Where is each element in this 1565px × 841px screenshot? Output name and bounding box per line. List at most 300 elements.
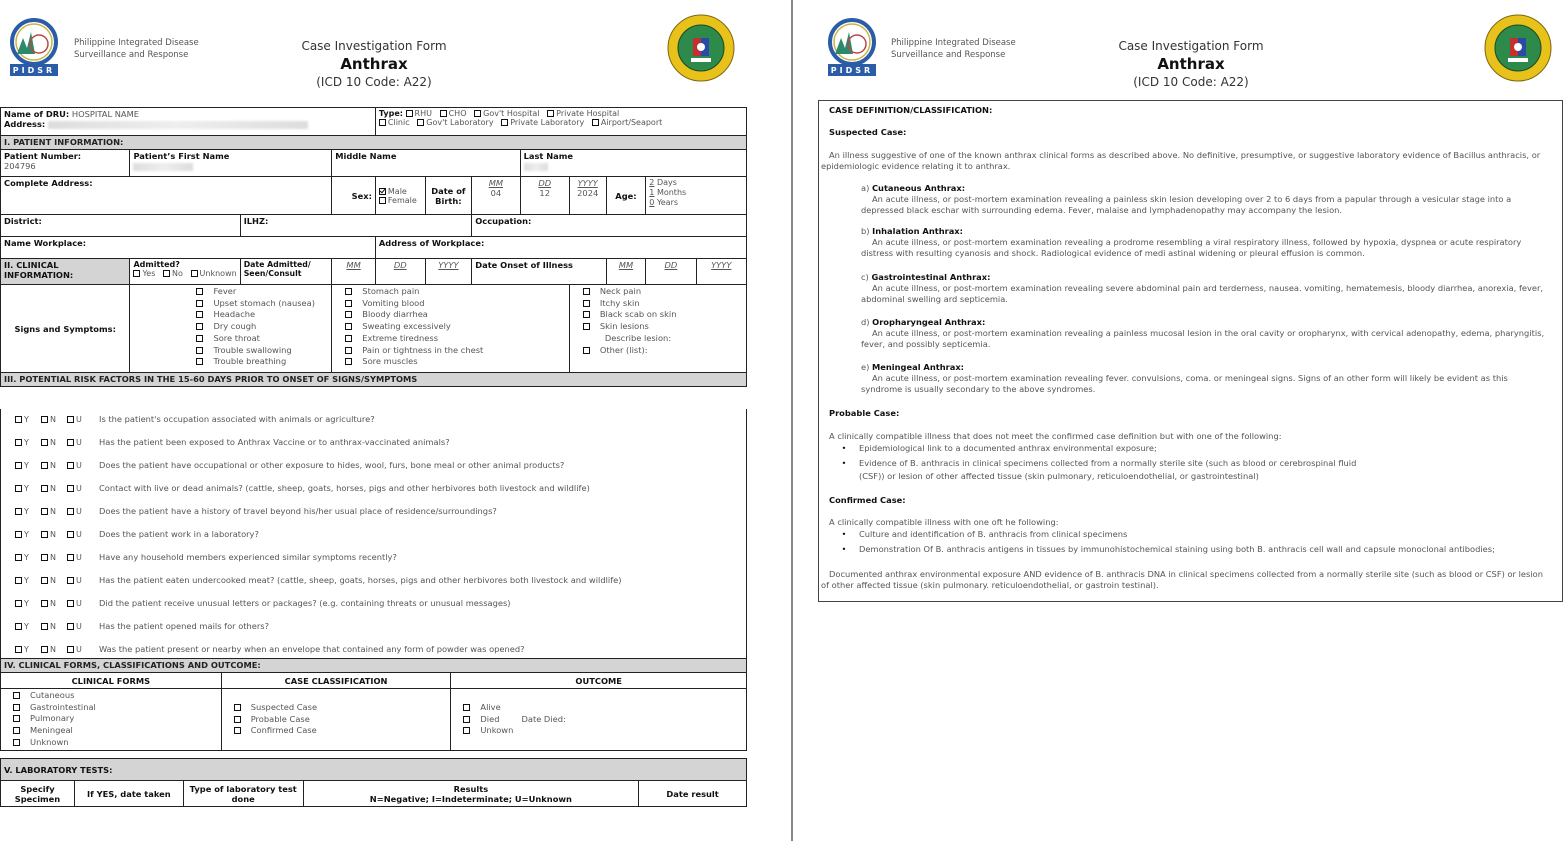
form-title: Case Investigation Form (301, 39, 447, 53)
title-block (254, 38, 494, 90)
checkbox-icon[interactable] (41, 623, 48, 630)
admitted-label: Admitted? (133, 260, 180, 269)
type-rhu[interactable]: RHU (406, 109, 432, 118)
type-govt-hospital[interactable]: Gov't Hospital (474, 109, 539, 118)
patient-number-cell[interactable] (1, 150, 130, 177)
dob-mm-value: 04 (490, 188, 502, 198)
case-classification-header: CASE CLASSIFICATION (221, 673, 451, 689)
checkbox-icon[interactable] (547, 110, 554, 117)
checkbox-icon[interactable] (15, 646, 22, 653)
symptom-option[interactable] (196, 356, 328, 368)
suspected-case-title: Suspected Case: (829, 127, 907, 137)
symptom-option[interactable] (345, 345, 566, 357)
risk-option-y[interactable]: Y (15, 576, 41, 585)
risk-option-u[interactable]: U (67, 622, 93, 631)
checkbox-icon[interactable] (67, 485, 74, 492)
signs-symptoms-label: Signs and Symptoms: (1, 285, 130, 373)
lab-tests-table (0, 758, 747, 807)
symptom-option[interactable] (196, 309, 328, 321)
dru-address-redacted (48, 121, 308, 129)
last-name-cell[interactable] (520, 150, 746, 177)
outcome-header: OUTCOME (451, 673, 747, 689)
checkbox-icon[interactable] (196, 335, 203, 342)
checkbox-icon[interactable] (67, 577, 74, 584)
checkbox-icon[interactable] (196, 288, 203, 295)
symptom-option-label: Dry cough (213, 321, 257, 332)
risk-option-n[interactable]: N (41, 530, 67, 539)
risk-option-y[interactable]: Y (15, 507, 41, 516)
dob-yyyy-cell[interactable]: YYYY 2024 (569, 177, 606, 215)
clinical-form-option[interactable] (13, 737, 218, 749)
outcome-alive[interactable]: Alive (463, 702, 743, 714)
doh-seal (1484, 14, 1552, 82)
checkbox-icon[interactable] (41, 554, 48, 561)
col-results: Results N=Negative; I=Indeterminate; U=Unknown (303, 781, 638, 807)
checkbox-icon[interactable] (13, 715, 20, 722)
symptom-option-label: Trouble swallowing (213, 344, 292, 355)
checkbox-icon[interactable] (67, 439, 74, 446)
org-name-line2: Surveillance and Response (74, 50, 189, 60)
checkbox-icon[interactable] (463, 727, 470, 734)
risk-question: Was the patient present or nearby when an envelope that contained any form of powder was opened? (99, 644, 525, 654)
probable-case-intro: A clinically compatible illness that does not meet the confirmed case definition but with one of the following: (829, 431, 1282, 441)
middle-name-label: Middle Name (335, 151, 397, 161)
risk-option-u[interactable]: U (67, 599, 93, 608)
checkbox-icon[interactable] (345, 323, 352, 330)
risk-question: Does the patient work in a laboratory? (99, 529, 259, 539)
form-definition-heading: c) Gastrointestinal Anthrax: (861, 272, 991, 282)
first-name-redacted (133, 163, 193, 171)
symptom-option-label: Black scab on skin (599, 309, 677, 320)
suspected-case-text: An illness suggestive of one of the known anthrax clinical forms as described above. No definitive, presumptive, or suggestive laboratory evidence of Bacillus anthracis, or epidemiologic evidence relating it to anthrax. (821, 150, 1541, 171)
clinical-form-option[interactable] (13, 713, 218, 725)
symptom-option-label: Sweating excessively (362, 321, 451, 332)
symptom-other[interactable]: Other (list): (573, 345, 743, 357)
checkbox-icon[interactable] (67, 646, 74, 653)
checkbox-icon[interactable] (345, 311, 352, 318)
outcome-unknown[interactable]: Unkown (463, 725, 743, 737)
case-definition-title: CASE DEFINITION/CLASSIFICATION: (829, 105, 993, 115)
checkbox-icon[interactable] (191, 270, 198, 277)
onset-mm-field[interactable]: MM (606, 259, 646, 285)
symptom-option-label: Trouble breathing (213, 356, 287, 367)
risk-option-y[interactable]: Y (15, 461, 41, 470)
checkbox-icon[interactable] (41, 439, 48, 446)
admit-yyyy-field[interactable]: YYYY (425, 259, 472, 285)
clinical-form-option-label: Unknown (30, 736, 69, 747)
date-died-label: Date Died: (521, 713, 566, 724)
checkbox-icon[interactable] (15, 439, 22, 446)
checkbox-icon[interactable] (196, 358, 203, 365)
symptom-option[interactable] (345, 309, 566, 321)
outcome-table (0, 658, 747, 751)
checkbox-icon[interactable] (345, 347, 352, 354)
risk-question: Did the patient receive unusual letters or packages? (e.g. containing threats or unusual messages) (99, 598, 511, 608)
form-definition-heading: a) Cutaneous Anthrax: (861, 183, 966, 193)
symptom-option[interactable] (196, 286, 328, 298)
case-definition-box (818, 100, 1563, 602)
risk-option-n[interactable]: N (41, 461, 67, 470)
page-divider (791, 0, 793, 841)
symptom-option-label: Headache (213, 309, 256, 320)
symptom-option-label: Skin lesions (599, 321, 649, 332)
icd-code: (ICD 10 Code: A22) (316, 75, 432, 89)
icd-code: (ICD 10 Code: A22) (1133, 75, 1249, 89)
dob-mm-cell[interactable]: MM 04 (472, 177, 520, 215)
symptom-option[interactable] (345, 321, 566, 333)
case-class-option-label: Confirmed Case (250, 725, 317, 736)
case-class-cell (221, 689, 451, 751)
risk-question: Have any household members experienced similar symptoms recently? (99, 552, 397, 562)
admitted-yes[interactable]: Yes (133, 269, 155, 278)
probable-bullet: • Evidence of B. anthracis in clinical specimens collected from a normally sterile site (such as blood or cerebrospinal fluid (841, 458, 1357, 468)
dob-dd-value: 12 (539, 188, 550, 198)
patient-number-label: Patient Number: (4, 151, 82, 161)
risk-option-n[interactable]: N (41, 576, 67, 585)
checkbox-icon[interactable] (474, 110, 481, 117)
risk-factor-row (15, 414, 375, 424)
risk-question: Is the patient's occupation associated with animals or agriculture? (99, 414, 375, 424)
risk-question: Does the patient have a history of travel beyond his/her usual place of residence/surroundings? (99, 506, 497, 516)
svg-text:PIDSR: PIDSR (12, 66, 56, 75)
risk-option-u[interactable]: U (67, 507, 93, 516)
disease-title: Anthrax (1157, 55, 1225, 73)
col-specimen: Specify Specimen (1, 781, 75, 807)
checkbox-icon[interactable] (196, 311, 203, 318)
section-clinical-info: II. CLINICAL INFORMATION: (1, 259, 130, 285)
checkbox-icon[interactable] (583, 311, 590, 318)
case-class-option-label: Probable Case (250, 713, 310, 724)
risk-option-u[interactable]: U (67, 484, 93, 493)
checkbox-icon[interactable] (41, 646, 48, 653)
col-test-type: Type of laboratory test done (183, 781, 303, 807)
checkbox-icon[interactable] (163, 270, 170, 277)
form-definition-heading: d) Oropharyngeal Anthrax: (861, 317, 986, 327)
checkbox-icon[interactable] (196, 347, 203, 354)
case-class-option[interactable] (234, 714, 448, 726)
form-definition-text: An acute illness, or post-mortem examination revealing fever. convulsions, coma. or meningeal signs. Signs of an other form will likely be evident as this syndrome is usually secondary to the above syndromes. (861, 373, 1508, 394)
checkbox-icon[interactable] (15, 577, 22, 584)
risk-factor-row (15, 506, 497, 516)
dru-type-cell (375, 108, 746, 136)
form-definition-text: An acute illness, or post-mortem examination revealing a painless skin lesion developing over 2 to 6 days from a papular through a vesicular stage into a depressed black eschar with surrounding edema. Fever, malaise and lymphadenopathy may accompany the lesion. (861, 194, 1512, 215)
case-class-option[interactable] (234, 702, 448, 714)
checkbox-icon[interactable] (345, 335, 352, 342)
admitted-no[interactable]: No (163, 269, 183, 278)
results-legend: N=Negative; I=Indeterminate; U=Unknown (369, 793, 572, 804)
risk-option-u[interactable]: U (67, 461, 93, 470)
confirmed-bullet: • Culture and identification of B. anthracis from clinical specimens (841, 529, 1128, 539)
admit-dd-field[interactable]: DD (375, 259, 425, 285)
checkbox-icon[interactable] (15, 554, 22, 561)
svg-text:PIDSR: PIDSR (830, 66, 874, 75)
risk-option-u[interactable]: U (67, 645, 93, 654)
clinical-form-option-label: Pulmonary (30, 713, 75, 724)
symptom-option[interactable] (345, 356, 566, 368)
checkbox-icon[interactable] (15, 600, 22, 607)
form-definition-text: An acute illness, or post-mortem examination revealing a painless mucosal lesion in the oral cavity or oropharynx, with cervical adenopathy, edema, pharyngitis, fever, and possibly septicemia. (861, 328, 1545, 349)
symptom-option[interactable] (583, 321, 743, 333)
checkbox-icon[interactable] (41, 462, 48, 469)
org-name (74, 37, 199, 61)
symptom-option-label: Stomach pain (362, 286, 420, 296)
checkbox-icon[interactable] (67, 554, 74, 561)
symptom-option[interactable] (345, 286, 566, 298)
checkbox-icon[interactable] (15, 531, 22, 538)
complete-address-field[interactable]: Complete Address: (1, 177, 332, 215)
checkbox-icon[interactable] (417, 119, 424, 126)
checkbox-icon[interactable] (67, 531, 74, 538)
checkbox-icon[interactable] (345, 358, 352, 365)
disease-title: Anthrax (340, 55, 408, 73)
risk-option-n[interactable]: N (41, 438, 67, 447)
type-cho[interactable]: CHO (440, 109, 467, 118)
risk-question: Has the patient been exposed to Anthrax Vaccine or to anthrax-vaccinated animals? (99, 437, 450, 447)
form-title: Case Investigation Form (1118, 39, 1264, 53)
risk-factor-row (15, 575, 621, 585)
checkbox-icon[interactable] (379, 119, 386, 126)
section-patient-info: I. PATIENT INFORMATION: (1, 136, 747, 150)
risk-option-n[interactable]: N (41, 507, 67, 516)
checkbox-icon[interactable] (41, 531, 48, 538)
symptom-option[interactable] (196, 298, 328, 310)
symptom-option-label: Vomiting blood (362, 297, 425, 308)
risk-option-u[interactable]: U (67, 530, 93, 539)
risk-option-n[interactable]: N (41, 645, 67, 654)
checkbox-icon[interactable] (13, 739, 20, 746)
type-airport[interactable]: Airport/Seaport (592, 118, 662, 127)
type-private-hospital[interactable]: Private Hospital (547, 109, 619, 118)
checkbox-icon[interactable] (67, 416, 74, 423)
clinical-form-option[interactable] (13, 690, 218, 702)
risk-option-y[interactable]: Y (15, 645, 41, 654)
checkbox-icon[interactable] (196, 323, 203, 330)
risk-option-n[interactable]: N (41, 415, 67, 424)
checkbox-icon[interactable] (463, 704, 470, 711)
district-field[interactable]: District: (1, 215, 241, 237)
symptom-option-label: Upset stomach (nausea) (213, 297, 315, 308)
case-form-table (0, 107, 747, 387)
sex-male-option[interactable]: Male (379, 187, 422, 196)
risk-factor-row (15, 483, 590, 493)
onset-yyyy-field[interactable]: YYYY (696, 259, 747, 285)
checkbox-icon[interactable] (67, 600, 74, 607)
checkbox-icon[interactable] (67, 623, 74, 630)
symptom-option[interactable] (583, 309, 743, 321)
confirmed-bullet: • Demonstration Of B. anthracis antigens in tissues by immunohistochemical staining using both B. anthracis cell wall and capsule monoclonal antibodies; (841, 544, 1495, 554)
form-definition-text: An acute illness, or post-mortem examination revealing severe abdominal pain ard terderness, nausea. vomiting, hematemesis, bloody diarrhea, anorexia, fever, abdominal swelling ard septicemia. (861, 283, 1544, 304)
checkbox-icon[interactable] (41, 600, 48, 607)
checkbox-icon[interactable] (345, 300, 352, 307)
symptom-option-label: Extreme tiredness (362, 332, 439, 343)
symptom-option-label: Fever (213, 286, 237, 296)
patient-number-value: 204796 (4, 161, 36, 171)
symptoms-col-3 (569, 285, 746, 373)
risk-factor-row (15, 552, 397, 562)
type-govt-lab[interactable]: Gov't Laboratory (417, 118, 493, 127)
checkbox-icon[interactable] (196, 300, 203, 307)
risk-option-u[interactable]: U (67, 553, 93, 562)
symptom-option-label: Sore throat (213, 332, 260, 343)
risk-option-y[interactable]: Y (15, 438, 41, 447)
dob-label: Date of Birth: (425, 177, 472, 215)
checkbox-icon[interactable] (592, 119, 599, 126)
clinical-form-option[interactable] (13, 725, 218, 737)
risk-option-u[interactable]: U (67, 576, 93, 585)
describe-lesion-label: Describe lesion: (604, 332, 672, 343)
form-definition-heading: e) Meningeal Anthrax: (861, 362, 964, 372)
clinical-forms-cell (1, 689, 222, 751)
section-lab-tests: V. LABORATORY TESTS: (1, 759, 747, 781)
checkbox-icon[interactable] (41, 485, 48, 492)
dru-name-label: Name of DRU: (4, 109, 70, 119)
org-name: Philippine Integrated Disease Surveillance and Response (891, 38, 1016, 60)
dob-dd-cell[interactable]: DD 12 (520, 177, 569, 215)
checkbox-icon[interactable] (15, 462, 22, 469)
clinical-forms-header: CLINICAL FORMS (1, 673, 222, 689)
dru-type-label: Type: (378, 109, 403, 118)
risk-factor-row (15, 460, 564, 470)
dru-name-value[interactable]: HOSPITAL NAME (71, 109, 140, 119)
symptom-option[interactable] (196, 345, 328, 357)
symptom-option[interactable] (583, 298, 743, 310)
clinical-form-option-label: Gastrointestinal (30, 701, 96, 712)
probable-bullet-continuation: (CSF)) or lesion of other affected tissue (skin pulmonary, reticuloendothelial, or gastrointestinal) (859, 471, 1259, 481)
col-date-result: Date result (639, 781, 747, 807)
symptom-option-label: Itchy skin (599, 297, 640, 308)
risk-option-u[interactable]: U (67, 438, 93, 447)
first-name-label: Patient’s First Name (133, 151, 230, 161)
ilhz-field[interactable]: ILHZ: (240, 215, 472, 237)
symptom-option-label: Pain or tightness in the chest (362, 344, 484, 355)
checkbox-icon[interactable] (13, 704, 20, 711)
last-name-label: Last Name (523, 151, 574, 161)
checkbox-icon[interactable] (15, 485, 22, 492)
case-class-option[interactable] (234, 725, 448, 737)
risk-option-n[interactable]: N (41, 484, 67, 493)
checkbox-icon[interactable] (234, 716, 241, 723)
risk-option-y[interactable]: Y (15, 553, 41, 562)
dru-address-label: Address: (4, 119, 46, 129)
clinical-form-option-label: Meningeal (30, 725, 73, 736)
checkbox-icon[interactable] (583, 323, 590, 330)
org-name-line1: Philippine Integrated Disease (74, 38, 199, 48)
section-risk-factors: III. POTENTIAL RISK FACTORS IN THE 15-60 DAYS PRIOR TO ONSET OF SIGNS/SYMPTOMS (1, 373, 747, 387)
checkbox-icon[interactable] (583, 300, 590, 307)
workplace-field[interactable]: Name Workplace: (1, 237, 376, 259)
clinical-form-option-label: Cutaneous (30, 690, 75, 700)
checkbox-icon[interactable] (13, 727, 20, 734)
risk-option-y[interactable]: Y (15, 530, 41, 539)
risk-question: Has the patient opened mails for others? (99, 621, 270, 631)
checkbox-icon[interactable] (41, 508, 48, 515)
middle-name-cell[interactable] (332, 150, 520, 177)
admitted-cell (130, 259, 240, 285)
outcome-cell (451, 689, 747, 751)
case-class-option-label: Suspected Case (250, 701, 318, 712)
last-name-redacted (524, 163, 548, 171)
risk-factor-row (15, 529, 259, 539)
probable-bullet: • Epidemiological link to a documented anthrax environmental exposure; (841, 443, 1157, 453)
col-date-taken: If YES, date taken (74, 781, 183, 807)
checkbox-icon[interactable] (406, 110, 413, 117)
checkbox-icon[interactable] (133, 270, 140, 277)
risk-factor-row (15, 437, 450, 447)
checkbox-icon[interactable] (41, 577, 48, 584)
workplace-address-field[interactable]: Address of Workplace: (375, 237, 746, 259)
risk-option-n[interactable]: N (41, 622, 67, 631)
symptom-option[interactable] (345, 333, 566, 345)
checkbox-icon[interactable] (15, 416, 22, 423)
checkbox-icon[interactable] (67, 462, 74, 469)
risk-factor-row (15, 598, 511, 608)
symptoms-col-2 (332, 285, 570, 373)
risk-option-y[interactable]: Y (15, 622, 41, 631)
checkbox-icon[interactable] (463, 716, 470, 723)
risk-option-y[interactable]: Y (15, 415, 41, 424)
confirmed-case-footer: Documented anthrax environmental exposure AND evidence of B. anthracis DNA in clinical specimens collected from a normally sterile site (such as blood or CSF) or lesion of other affected tissue (skin pulmonary. reticuloendothelial, or gastroin testinal). (821, 569, 1543, 590)
symptom-option[interactable] (345, 298, 566, 310)
checkbox-icon[interactable] (345, 288, 352, 295)
checkbox-icon[interactable] (41, 416, 48, 423)
admit-mm-field[interactable]: MM (332, 259, 376, 285)
symptom-option[interactable] (196, 333, 328, 345)
date-admitted-label: Date Admitted/ Seen/Consult (240, 259, 332, 285)
symptom-option-label: Neck pain (599, 286, 642, 296)
risk-question: Does the patient have occupational or other exposure to hides, wool, furs, bone meal or other animal products? (99, 460, 565, 470)
checkbox-icon[interactable] (234, 704, 241, 711)
checkbox-icon[interactable] (501, 119, 508, 126)
type-clinic[interactable]: Clinic (379, 118, 410, 127)
checkbox-icon[interactable] (583, 347, 590, 354)
doh-seal (667, 14, 735, 82)
dob-yyyy-value: 2024 (577, 188, 599, 198)
checkbox-icon[interactable] (15, 623, 22, 630)
risk-factor-row (15, 621, 269, 631)
confirmed-case-title: Confirmed Case: (829, 495, 906, 505)
type-private-lab[interactable]: Private Laboratory (501, 118, 584, 127)
checkbox-icon[interactable] (67, 508, 74, 515)
risk-option-n[interactable]: N (41, 553, 67, 562)
date-onset-label: Date Onset of Illness (472, 259, 606, 285)
age-values[interactable]: 2 Days 1 Months 0 Years (646, 177, 747, 215)
risk-factor-list (0, 409, 747, 659)
sex-label: Sex: (332, 177, 376, 215)
risk-option-y[interactable]: Y (15, 484, 41, 493)
checkbox-icon[interactable] (379, 197, 386, 204)
checkbox-icon[interactable] (15, 508, 22, 515)
outcome-died[interactable]: Died Date Died: (463, 714, 743, 726)
occupation-field[interactable]: Occupation: (472, 215, 747, 237)
symptom-option-label: Sore muscles (362, 356, 418, 367)
risk-option-u[interactable]: U (67, 415, 93, 424)
checkbox-icon[interactable] (440, 110, 447, 117)
sex-female-option[interactable]: Female (379, 196, 422, 205)
checkbox-icon[interactable] (13, 692, 20, 699)
symptom-option[interactable] (583, 286, 743, 298)
first-name-cell[interactable] (130, 150, 332, 177)
checkbox-icon[interactable] (234, 727, 241, 734)
onset-dd-field[interactable]: DD (646, 259, 696, 285)
risk-option-n[interactable]: N (41, 599, 67, 608)
risk-option-y[interactable]: Y (15, 599, 41, 608)
checkbox-icon[interactable] (583, 288, 590, 295)
clinical-form-option[interactable] (13, 702, 218, 714)
confirmed-case-intro: A clinically compatible illness with one oft he following: (829, 517, 1059, 527)
admitted-unknown[interactable]: Unknown (191, 269, 237, 278)
symptom-option[interactable] (196, 321, 328, 333)
checked-checkbox-icon[interactable] (379, 188, 386, 195)
